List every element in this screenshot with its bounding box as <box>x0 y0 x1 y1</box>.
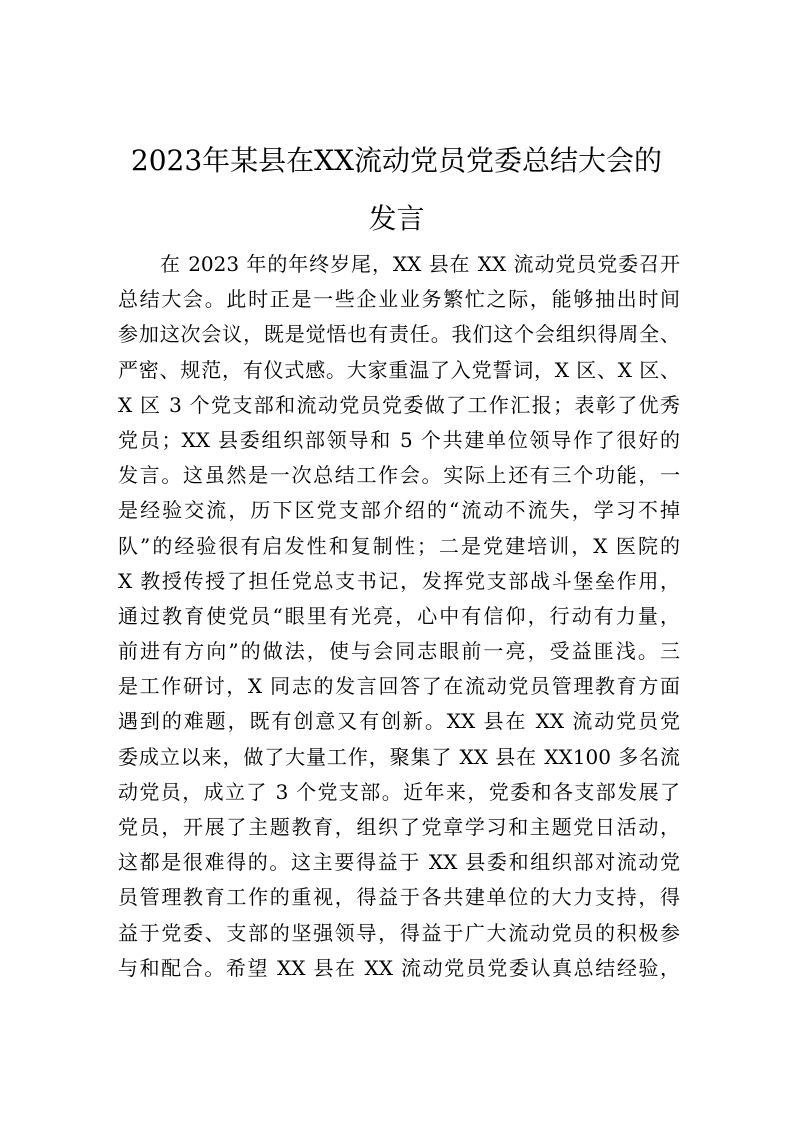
body-line: 发言。这虽然是一次总结工作会。实际上还有三个功能，一 <box>118 463 680 488</box>
body-line: X 教授传授了担任党总支书记，发挥党支部战斗堡垒作用， <box>118 568 680 593</box>
body-line: 益于党委、支部的坚强领导，得益于广大流动党员的积极参 <box>118 920 680 945</box>
body-line: 在 2023 年的年终岁尾，XX 县在 XX 流动党员党委召开 <box>160 252 680 276</box>
body-line: 党员，开展了主题教育，组织了党章学习和主题党日活动， <box>118 815 680 839</box>
body-line: 参加这次会议，既是觉悟也有责任。我们这个会组织得周全、 <box>118 322 680 347</box>
body-line: 严密、规范，有仪式感。大家重温了入党誓词，X 区、X 区、 <box>118 357 680 382</box>
body-line: 动党员，成立了 3 个党支部。近年来，党委和各支部发展了 <box>118 779 680 804</box>
body-line: 前进有方向”的做法，使与会同志眼前一亮，受益匪浅。三 <box>118 639 680 664</box>
body-line: 队”的经验很有启发性和复制性；二是党建培训，X 医院的 <box>118 533 680 558</box>
body-line: 员管理教育工作的重视，得益于各共建单位的大力支持，得 <box>118 885 680 910</box>
title-line-2: 发言 <box>368 202 425 235</box>
body-line: 委成立以来，做了大量工作，聚集了 XX 县在 XX100 多名流 <box>118 744 680 769</box>
body-line: 是经验交流，历下区党支部介绍的“流动不流失，学习不掉 <box>118 498 680 523</box>
body-line: 是工作研讨，X 同志的发言回答了在流动党员管理教育方面 <box>118 674 680 699</box>
body-line: 遇到的难题，既有创意又有创新。XX 县在 XX 流动党员党 <box>118 709 680 734</box>
body-line: 通过教育使党员“眼里有光亮，心中有信仰，行动有力量， <box>118 603 680 628</box>
body-line: 与和配合。希望 XX 县在 XX 流动党员党委认真总结经验， <box>118 955 680 980</box>
document-title <box>100 132 693 248</box>
document-body <box>118 247 680 986</box>
body-line: 总结大会。此时正是一些企业业务繁忙之际，能够抽出时间 <box>118 287 680 312</box>
body-line: 这都是很难得的。这主要得益于 XX 县委和组织部对流动党 <box>118 850 680 875</box>
body-line: 党员；XX 县委组织部领导和 5 个共建单位领导作了很好的 <box>118 427 680 452</box>
body-line: X 区 3 个党支部和流动党员党委做了工作汇报；表彰了优秀 <box>118 392 680 417</box>
title-line-1: 2023年某县在XX流动党员党委总结大会的 <box>130 144 663 177</box>
